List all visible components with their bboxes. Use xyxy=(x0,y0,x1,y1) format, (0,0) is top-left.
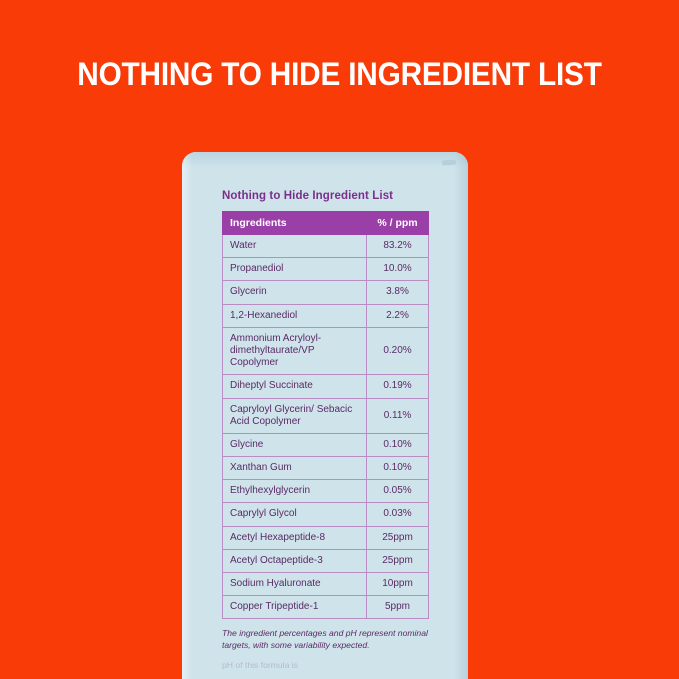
table-row xyxy=(223,480,429,503)
ingredient-name: Water xyxy=(223,235,367,258)
ingredients-table xyxy=(222,211,429,619)
ingredient-name: Ethylhexylglycerin xyxy=(223,480,367,503)
ingredient-name: Sodium Hyaluronate xyxy=(223,573,367,596)
table-row xyxy=(223,281,429,304)
ingredient-amount: 0.10% xyxy=(367,457,429,480)
table-row xyxy=(223,398,429,433)
panel-heading: Nothing to Hide Ingredient List xyxy=(222,190,394,202)
ingredient-name: Propanediol xyxy=(223,258,367,281)
table-row xyxy=(223,457,429,480)
ingredient-amount: 2.2% xyxy=(367,304,429,327)
ingredient-amount: 0.05% xyxy=(367,480,429,503)
ingredient-name: Glycerin xyxy=(223,281,367,304)
ingredient-name: Xanthan Gum xyxy=(223,457,367,480)
ingredient-name: Acetyl Hexapeptide-8 xyxy=(223,526,367,549)
table-row xyxy=(223,433,429,456)
ingredient-amount: 5ppm xyxy=(367,596,429,619)
ingredient-amount: 0.10% xyxy=(367,433,429,456)
ingredient-name: Capryloyl Glycerin/ Sebacic Acid Copolymer xyxy=(223,398,367,433)
ingredient-amount: 0.20% xyxy=(367,327,429,375)
table-row xyxy=(223,503,429,526)
column-header-amount: % / ppm xyxy=(367,212,429,235)
ingredient-panel xyxy=(222,190,434,671)
package-fold-notch xyxy=(442,160,456,166)
table-row xyxy=(223,549,429,572)
footnote-partial: pH of this formula is xyxy=(222,659,298,670)
ingredient-amount: 0.19% xyxy=(367,375,429,398)
ingredient-name: Copper Tripeptide-1 xyxy=(223,596,367,619)
ingredient-name: Glycine xyxy=(223,433,367,456)
page-title: NOTHING TO HIDE INGREDIENT LIST xyxy=(77,56,602,92)
package-left-edge xyxy=(182,152,192,679)
table-row xyxy=(223,235,429,258)
ingredient-name: Caprylyl Glycol xyxy=(223,503,367,526)
table-row xyxy=(223,375,429,398)
ingredient-amount: 0.03% xyxy=(367,503,429,526)
table-row xyxy=(223,526,429,549)
table-row xyxy=(223,304,429,327)
footnote: The ingredient percentages and pH represent nominal targets, with some variability expected. xyxy=(222,628,428,650)
ingredient-amount: 83.2% xyxy=(367,235,429,258)
table-row xyxy=(223,258,429,281)
ingredient-amount: 10ppm xyxy=(367,573,429,596)
ingredient-amount: 3.8% xyxy=(367,281,429,304)
package-right-edge xyxy=(454,152,468,679)
ingredient-name: Acetyl Octapeptide-3 xyxy=(223,549,367,572)
ingredient-name: Diheptyl Succinate xyxy=(223,375,367,398)
table-header-row xyxy=(223,212,429,235)
package-top-edge xyxy=(182,152,468,168)
ingredient-amount: 25ppm xyxy=(367,526,429,549)
ingredient-name: 1,2-Hexanediol xyxy=(223,304,367,327)
ingredient-amount: 25ppm xyxy=(367,549,429,572)
ingredient-amount: 0.11% xyxy=(367,398,429,433)
table-row xyxy=(223,573,429,596)
product-package-panel xyxy=(182,152,468,679)
column-header-ingredients: Ingredients xyxy=(223,212,367,235)
table-row xyxy=(223,596,429,619)
ingredient-name: Ammonium Acryloyl-dimethyltaurate/VP Copolymer xyxy=(223,327,367,375)
table-row xyxy=(223,327,429,375)
ingredient-amount: 10.0% xyxy=(367,258,429,281)
